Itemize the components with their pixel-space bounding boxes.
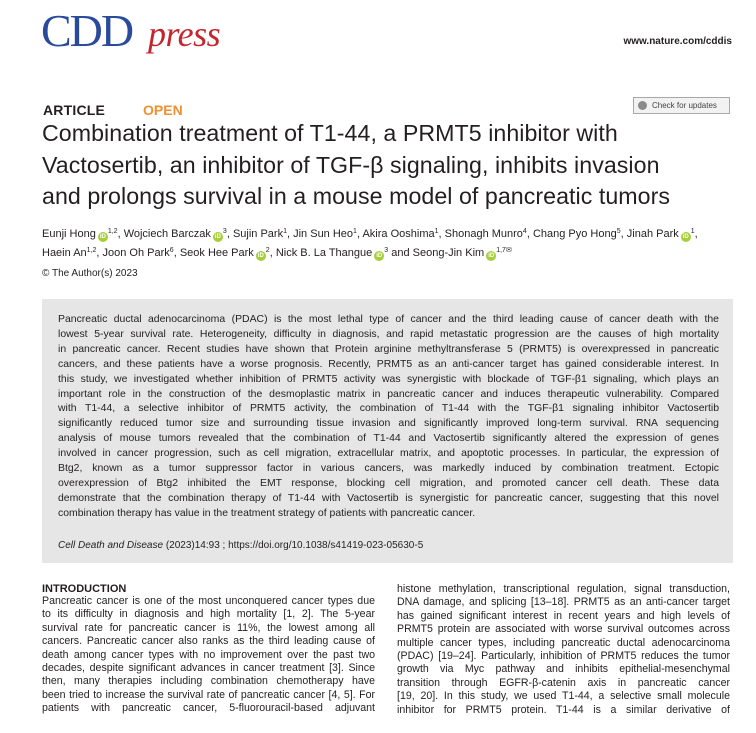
abstract-line: overexpression of Btg2 inhibited the EMT response, blocking cell migration, and promoted cancer cell death. These data: [58, 477, 719, 489]
author-affiliation: 1: [434, 228, 439, 235]
author-affiliation: 1: [283, 228, 287, 235]
orcid-icon[interactable]: iD: [99, 234, 106, 240]
author-name[interactable]: Eunji Hong: [42, 228, 96, 240]
author-name[interactable]: Jin Sun Heo: [293, 228, 354, 240]
title-line: Vactosertib, an inhibitor of TGF-β signaling, inhibits invasion: [42, 151, 660, 178]
author-name[interactable]: Wojciech Barczak: [123, 228, 211, 240]
article-type-label: ARTICLE: [43, 102, 106, 118]
author-affiliation: 1,2: [86, 247, 97, 254]
abstract-line: Pancreatic ductal adenocarcinoma (PDAC) is the most lethal type of cancer and the third leading cause of cancer death with the: [58, 314, 719, 325]
body-line: has gained significant interest in recent years and high levels of: [397, 609, 730, 622]
body-line: to its difficulty in diagnosis and high mortality [1, 2]. The 5-year: [42, 608, 375, 621]
author-name[interactable]: Shonagh Munro: [444, 228, 523, 240]
orcid-icon[interactable]: iD: [376, 253, 383, 259]
author-connector: and: [391, 247, 410, 259]
author-name[interactable]: Sujin Park: [232, 228, 284, 240]
abstract-line: demonstrate that the combination therapy of T1-44 with Vactosertib is synergistic for pancreatic cancer, suggesting that this novel: [58, 492, 719, 504]
body-line: (PDAC) [19–24]. Particularly, inhibition of PRMT5 reduces the tumor: [397, 650, 730, 663]
title-line: and prolongs survival in a mouse model of pancreatic tumors: [42, 183, 671, 209]
body-line: death among cancer types with no improvement over the past two: [42, 648, 375, 661]
body-line: been tried to increase the survival rate of pancreatic cancer [4, 5]. For: [42, 688, 375, 701]
check-for-updates-button[interactable]: [633, 97, 730, 114]
body-line: survival rate for pancreatic cancer is 11%, the lowest among all: [42, 621, 375, 634]
author-affiliation: [496, 247, 512, 254]
body-line: decades, despite significant advances in cancer treatment [3]. Since: [42, 662, 375, 675]
author-row: Eunji Hong iD$^{1,2}$, Wojciech Barczak $iD^3$, Sujin Park$^1$, Jin Sun Heo$^1$, Akira Ooshima$^1$, Shonagh Munro$^4$, Chang Pyo Hong$^5$, Jinah Park $iD^1$,: [42, 228, 698, 240]
open-access-label: OPEN: [143, 102, 183, 118]
body-line: histone methylation, transcriptional regulation, signal transduction,: [397, 583, 730, 595]
author-affiliation: 3: [384, 247, 389, 254]
abstract-box: [42, 299, 733, 563]
journal-logo-press: press: [148, 14, 221, 54]
body-line: [19, 20]. In this study, we used T1-44, a selective small molecule: [397, 690, 730, 703]
envelope-icon[interactable]: ✉: [505, 247, 512, 254]
author-affiliation: 4: [522, 228, 527, 235]
author-affiliation: 1,2: [107, 228, 118, 235]
author-name[interactable]: Seok Hee Park: [179, 247, 254, 259]
orcid-icon[interactable]: iD: [682, 234, 689, 240]
body-line: then, many therapies including combination chemotherapy have: [42, 675, 375, 688]
orcid-icon[interactable]: iD: [214, 234, 221, 240]
author-affiliation: 6: [169, 247, 174, 254]
abstract-line: analysis of mouse tumors revealed that the combination of T1-44 and Vactosertib significantly altered the expression of genes: [58, 433, 719, 445]
author-name[interactable]: Jinah Park: [626, 228, 679, 240]
body-line: patients with pancreatic cancer, 5-fluorouracil-based adjuvant: [42, 702, 375, 715]
abstract-line: in pancreatic cancer. Recent studies have shown that Protein arginine methyltransferase 5 (PRMT5) is overexpressed in pancreatic: [58, 343, 719, 355]
author-list: [42, 225, 742, 263]
body-line: DNA damage, and splicing [13–18]. PRMT5 as an anti-cancer target: [397, 596, 730, 609]
intro-column-left: [42, 595, 375, 716]
orcid-icon[interactable]: iD: [488, 253, 495, 259]
body-line: PRMT5 protein are associated with worse survival outcomes across: [397, 623, 730, 636]
article-title: [42, 118, 742, 213]
author-affiliation-value: 1,7: [496, 247, 506, 254]
author-affiliation: 3: [222, 228, 227, 235]
abstract-line: combination therapy has value in the treatment strategy of patients with pancreatic cancer.: [58, 507, 476, 519]
author-affiliation: 5: [616, 228, 621, 235]
author-name[interactable]: Akira Ooshima: [362, 228, 435, 240]
author-affiliation: 1: [690, 228, 695, 235]
abstract-text: [58, 313, 719, 522]
abstract-line: with T1-44, a selective inhibitor of PRMT5 activity, the combination of T1-44 with the TGF-β1 signaling inhibitor Vactosertib: [58, 403, 719, 415]
journal-logo-cdd: CDD: [41, 5, 133, 56]
abstract-line: Btg2, known as a tumor suppressor factor in various cancers, was markedly induced by combination treatment. Ectopic: [58, 463, 719, 475]
check-updates-icon: [638, 101, 647, 110]
body-line: transition through EGFR-β-catenin axis in pancreatic cancer: [397, 676, 730, 689]
journal-url-link[interactable]: www.nature.com/cddis: [623, 36, 732, 47]
author-affiliation: 1: [353, 228, 357, 235]
author-name[interactable]: Joon Oh Park: [102, 247, 170, 259]
author-name[interactable]: Chang Pyo Hong: [532, 228, 617, 240]
abstract-line: important role in the construction of the desmoplastic matrix in pancreatic cancer and induces therapeutic vulnerability. Compared: [58, 388, 719, 400]
abstract-line: cancers, and these patients have a worse prognosis. Recently, PRMT5 as an anti-cancer target has gained considerable interest. In: [58, 358, 719, 370]
section-heading-introduction: INTRODUCTION: [42, 583, 127, 595]
body-line: multiple cancer types, including pancreatic ductal adenocarcinoma: [397, 636, 730, 649]
abstract-line: involved in cancer progression, such as cell migration, extracellular matrix, and apoptotic processes. In particular, the expression of: [58, 448, 719, 460]
author-name[interactable]: Nick B. La Thangue: [275, 247, 373, 259]
citation: [58, 540, 719, 551]
abstract-line: lowest 5-year survival rate. Heterogeneity, difficulty in diagnosis, and rapid metastatic progression are the causes of high mortality: [58, 328, 719, 340]
author-name[interactable]: Haein An: [42, 247, 87, 259]
body-line: inhibitor for PRMT5 protein. T1-44 is a similar derivative of: [397, 703, 730, 716]
author-affiliation: 2: [265, 247, 270, 254]
copyright-notice: © The Author(s) 2023: [42, 268, 138, 279]
citation-doi-link[interactable]: (2023)14:93 ; https://doi.org/10.1038/s41419-023-05630-5: [163, 539, 424, 551]
orcid-icon[interactable]: iD: [257, 253, 264, 259]
body-line: Pancreatic cancer is one of the most unconquered cancer types due: [42, 595, 375, 607]
intro-column-right: [397, 583, 730, 717]
check-updates-label: Check for updates: [652, 101, 717, 110]
abstract-line: this study, we investigated whether inhibition of PRMT5 activity was synergistic with blockade of TGF-β1 signaling, which plays an: [58, 373, 719, 385]
abstract-line: significantly reduced tumor size and surrounding tissue invasion and significantly improved long-term survival. RNA sequencing: [58, 418, 719, 430]
citation-journal: Cell Death and Disease: [58, 539, 164, 551]
body-line: growth via Myc pathway and inhibits epithelial-mesenchymal: [397, 663, 730, 676]
author-name[interactable]: Seong-Jin Kim: [412, 247, 485, 259]
title-line: Combination treatment of T1-44, a PRMT5 inhibitor with: [42, 120, 618, 146]
body-line: cancers. Pancreatic cancer also ranks as the third leading cause of: [42, 635, 375, 648]
author-row: Haein An$^{1,2}$, Joon Oh Park$^6$, Seok Hee Park $iD^2$, Nick B. La Thangue $iD^3$ and Seong-Jin Kim $iD^{1,7✉}$: [42, 247, 512, 259]
